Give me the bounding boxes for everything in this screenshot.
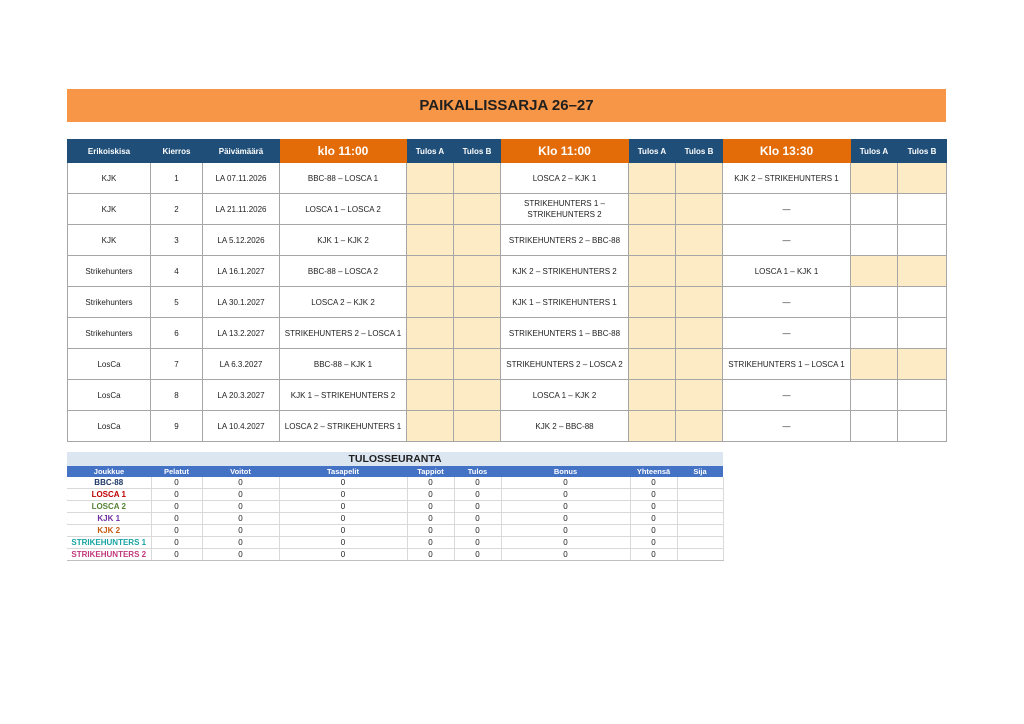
results-row xyxy=(67,489,723,501)
score-a-cell[interactable] xyxy=(851,287,898,318)
results-value-cell: 0 xyxy=(407,501,454,513)
header-tulos-b: Tulos B xyxy=(898,140,947,163)
match-cell-slot-2: STRIKEHUNTERS 2 – BBC-88 xyxy=(501,225,629,256)
match-cell-slot-2: STRIKEHUNTERS 1 – BBC-88 xyxy=(501,318,629,349)
results-header-2: Voitot xyxy=(202,466,279,477)
header-tulos-a: Tulos A xyxy=(629,140,676,163)
results-value-cell[interactable] xyxy=(677,537,723,549)
match-cell-slot-1: KJK 1 – STRIKEHUNTERS 2 xyxy=(280,380,407,411)
header-tulos-a: Tulos A xyxy=(851,140,898,163)
schedule-header-row xyxy=(68,140,947,163)
match-cell-slot-1: BBC-88 – LOSCA 2 xyxy=(280,256,407,287)
results-row xyxy=(67,525,723,537)
score-a-cell[interactable] xyxy=(629,318,676,349)
score-b-cell[interactable] xyxy=(454,163,501,194)
results-value-cell: 0 xyxy=(407,525,454,537)
score-a-cell[interactable] xyxy=(629,411,676,442)
score-a-cell[interactable] xyxy=(851,225,898,256)
date-cell: LA 21.11.2026 xyxy=(203,194,280,225)
date-cell: LA 16.1.2027 xyxy=(203,256,280,287)
score-a-cell[interactable] xyxy=(851,318,898,349)
match-cell-slot-3: — xyxy=(723,318,851,349)
score-b-cell[interactable] xyxy=(676,349,723,380)
erikoiskisa-cell: Strikehunters xyxy=(68,318,151,349)
results-value-cell: 0 xyxy=(202,477,279,489)
score-b-cell[interactable] xyxy=(676,256,723,287)
erikoiskisa-cell: KJK xyxy=(68,225,151,256)
header-slot-3: Klo 13:30 xyxy=(723,140,851,163)
match-cell-slot-3: — xyxy=(723,287,851,318)
erikoiskisa-cell: KJK xyxy=(68,163,151,194)
score-a-cell[interactable] xyxy=(407,349,454,380)
date-cell: LA 20.3.2027 xyxy=(203,380,280,411)
kierros-cell: 5 xyxy=(151,287,203,318)
results-header-6: Bonus xyxy=(501,466,630,477)
results-value-cell: 0 xyxy=(630,489,677,501)
team-name: LOSCA 1 xyxy=(67,489,151,501)
results-value-cell: 0 xyxy=(501,537,630,549)
kierros-cell: 4 xyxy=(151,256,203,287)
results-value-cell: 0 xyxy=(407,549,454,561)
score-a-cell[interactable] xyxy=(629,380,676,411)
kierros-cell: 1 xyxy=(151,163,203,194)
header-slot-2: Klo 11:00 xyxy=(501,140,629,163)
results-value-cell: 0 xyxy=(151,501,202,513)
schedule-row xyxy=(68,256,947,287)
results-value-cell: 0 xyxy=(454,477,501,489)
score-b-cell[interactable] xyxy=(676,163,723,194)
match-cell-slot-3: STRIKEHUNTERS 1 – LOSCA 1 xyxy=(723,349,851,380)
match-cell-slot-2: LOSCA 1 – KJK 2 xyxy=(501,380,629,411)
score-b-cell[interactable] xyxy=(898,225,947,256)
match-cell-slot-2: KJK 2 – STRIKEHUNTERS 2 xyxy=(501,256,629,287)
results-value-cell[interactable] xyxy=(677,501,723,513)
date-cell: LA 6.3.2027 xyxy=(203,349,280,380)
header-slot-1: klo 11:00 xyxy=(280,140,407,163)
erikoiskisa-cell: LosCa xyxy=(68,380,151,411)
score-b-cell[interactable] xyxy=(898,256,947,287)
team-name: KJK 2 xyxy=(67,525,151,537)
team-name: STRIKEHUNTERS 1 xyxy=(67,537,151,549)
results-value-cell: 0 xyxy=(501,489,630,501)
header-tulos-b: Tulos B xyxy=(454,140,501,163)
score-a-cell[interactable] xyxy=(851,194,898,225)
kierros-cell: 7 xyxy=(151,349,203,380)
team-name: KJK 1 xyxy=(67,513,151,525)
header-tulos-b: Tulos B xyxy=(676,140,723,163)
match-cell-slot-3: — xyxy=(723,411,851,442)
score-a-cell[interactable] xyxy=(629,287,676,318)
score-a-cell[interactable] xyxy=(407,163,454,194)
results-value-cell: 0 xyxy=(630,513,677,525)
schedule-table xyxy=(67,139,947,442)
team-name: BBC-88 xyxy=(67,477,151,489)
results-header-row xyxy=(67,466,723,477)
results-value-cell: 0 xyxy=(202,513,279,525)
schedule-row xyxy=(68,349,947,380)
score-b-cell[interactable] xyxy=(454,225,501,256)
schedule-row xyxy=(68,163,947,194)
score-b-cell[interactable] xyxy=(454,256,501,287)
score-b-cell[interactable] xyxy=(676,380,723,411)
score-b-cell[interactable] xyxy=(898,411,947,442)
results-row xyxy=(67,477,723,489)
score-a-cell[interactable] xyxy=(629,349,676,380)
results-title: TULOSSEURANTA xyxy=(67,452,723,466)
schedule-row xyxy=(68,411,947,442)
date-cell: LA 30.1.2027 xyxy=(203,287,280,318)
score-a-cell[interactable] xyxy=(851,256,898,287)
match-cell-slot-1: LOSCA 1 – LOSCA 2 xyxy=(280,194,407,225)
results-header-5: Tulos xyxy=(454,466,501,477)
results-value-cell: 0 xyxy=(279,549,407,561)
date-cell: LA 07.11.2026 xyxy=(203,163,280,194)
title-bar xyxy=(67,89,946,122)
header-paivamaara: Päivämäärä xyxy=(203,140,280,163)
results-value-cell: 0 xyxy=(279,525,407,537)
results-value-cell[interactable] xyxy=(677,477,723,489)
kierros-cell: 3 xyxy=(151,225,203,256)
score-b-cell[interactable] xyxy=(898,194,947,225)
score-b-cell[interactable] xyxy=(454,411,501,442)
match-cell-slot-2: KJK 2 – BBC-88 xyxy=(501,411,629,442)
score-b-cell[interactable] xyxy=(676,287,723,318)
results-value-cell: 0 xyxy=(630,537,677,549)
score-b-cell[interactable] xyxy=(898,287,947,318)
score-b-cell[interactable] xyxy=(454,380,501,411)
match-cell-slot-1: LOSCA 2 – STRIKEHUNTERS 1 xyxy=(280,411,407,442)
erikoiskisa-cell: Strikehunters xyxy=(68,256,151,287)
results-value-cell: 0 xyxy=(151,537,202,549)
results-value-cell: 0 xyxy=(202,525,279,537)
score-b-cell[interactable] xyxy=(454,194,501,225)
score-b-cell[interactable] xyxy=(454,287,501,318)
results-value-cell: 0 xyxy=(151,549,202,561)
kierros-cell: 9 xyxy=(151,411,203,442)
results-value-cell: 0 xyxy=(151,477,202,489)
date-cell: LA 5.12.2026 xyxy=(203,225,280,256)
results-value-cell: 0 xyxy=(501,513,630,525)
results-value-cell: 0 xyxy=(279,537,407,549)
match-cell-slot-1: STRIKEHUNTERS 2 – LOSCA 1 xyxy=(280,318,407,349)
score-b-cell[interactable] xyxy=(454,349,501,380)
score-b-cell[interactable] xyxy=(676,225,723,256)
match-cell-slot-2: STRIKEHUNTERS 2 – LOSCA 2 xyxy=(501,349,629,380)
results-header-1: Pelatut xyxy=(151,466,202,477)
score-b-cell[interactable] xyxy=(898,318,947,349)
match-cell-slot-3: — xyxy=(723,225,851,256)
score-b-cell[interactable] xyxy=(676,318,723,349)
results-value-cell: 0 xyxy=(151,489,202,501)
score-a-cell[interactable] xyxy=(851,411,898,442)
results-value-cell: 0 xyxy=(202,489,279,501)
match-cell-slot-2: STRIKEHUNTERS 1 – STRIKEHUNTERS 2 xyxy=(501,194,629,225)
schedule-row xyxy=(68,194,947,225)
header-erikoiskisa: Erikoiskisa xyxy=(68,140,151,163)
kierros-cell: 2 xyxy=(151,194,203,225)
results-value-cell: 0 xyxy=(202,501,279,513)
results-table xyxy=(67,452,724,561)
results-value-cell[interactable] xyxy=(677,549,723,561)
match-cell-slot-2: KJK 1 – STRIKEHUNTERS 1 xyxy=(501,287,629,318)
score-b-cell[interactable] xyxy=(454,318,501,349)
score-a-cell[interactable] xyxy=(629,194,676,225)
score-a-cell[interactable] xyxy=(407,256,454,287)
results-value-cell: 0 xyxy=(279,513,407,525)
schedule-row xyxy=(68,380,947,411)
results-value-cell: 0 xyxy=(202,549,279,561)
score-b-cell[interactable] xyxy=(898,380,947,411)
results-row xyxy=(67,549,723,561)
score-b-cell[interactable] xyxy=(898,349,947,380)
results-header-0: Joukkue xyxy=(67,466,151,477)
score-a-cell[interactable] xyxy=(851,349,898,380)
results-value-cell: 0 xyxy=(202,537,279,549)
schedule-row xyxy=(68,225,947,256)
results-value-cell: 0 xyxy=(630,549,677,561)
results-value-cell: 0 xyxy=(407,537,454,549)
header-tulos-a: Tulos A xyxy=(407,140,454,163)
results-row xyxy=(67,501,723,513)
results-value-cell: 0 xyxy=(501,549,630,561)
results-header-3: Tasapelit xyxy=(279,466,407,477)
score-b-cell[interactable] xyxy=(676,194,723,225)
page-title: PAIKALLISSARJA 26–27 xyxy=(419,97,594,114)
team-name: STRIKEHUNTERS 2 xyxy=(67,549,151,561)
results-value-cell: 0 xyxy=(630,477,677,489)
match-cell-slot-3: KJK 2 – STRIKEHUNTERS 1 xyxy=(723,163,851,194)
score-b-cell[interactable] xyxy=(676,411,723,442)
results-value-cell: 0 xyxy=(501,477,630,489)
match-cell-slot-3: — xyxy=(723,380,851,411)
results-value-cell: 0 xyxy=(501,501,630,513)
schedule-row xyxy=(68,287,947,318)
results-value-cell: 0 xyxy=(630,525,677,537)
results-header-8: Sija xyxy=(677,466,723,477)
results-value-cell: 0 xyxy=(454,501,501,513)
results-value-cell: 0 xyxy=(630,501,677,513)
results-value-cell: 0 xyxy=(151,525,202,537)
score-a-cell[interactable] xyxy=(407,225,454,256)
match-cell-slot-1: BBC-88 – KJK 1 xyxy=(280,349,407,380)
results-value-cell: 0 xyxy=(407,489,454,501)
results-value-cell[interactable] xyxy=(677,513,723,525)
erikoiskisa-cell: LosCa xyxy=(68,411,151,442)
results-value-cell: 0 xyxy=(407,477,454,489)
match-cell-slot-3: LOSCA 1 – KJK 1 xyxy=(723,256,851,287)
erikoiskisa-cell: Strikehunters xyxy=(68,287,151,318)
schedule-row xyxy=(68,318,947,349)
score-a-cell[interactable] xyxy=(407,287,454,318)
results-header-7: Yhteensä xyxy=(630,466,677,477)
results-value-cell: 0 xyxy=(454,525,501,537)
erikoiskisa-cell: LosCa xyxy=(68,349,151,380)
header-kierros: Kierros xyxy=(151,140,203,163)
results-value-cell: 0 xyxy=(407,513,454,525)
results-value-cell: 0 xyxy=(454,489,501,501)
score-a-cell[interactable] xyxy=(407,194,454,225)
results-value-cell: 0 xyxy=(501,525,630,537)
score-b-cell[interactable] xyxy=(898,163,947,194)
team-name: LOSCA 2 xyxy=(67,501,151,513)
results-header-4: Tappiot xyxy=(407,466,454,477)
match-cell-slot-2: LOSCA 2 – KJK 1 xyxy=(501,163,629,194)
kierros-cell: 8 xyxy=(151,380,203,411)
results-value-cell: 0 xyxy=(279,489,407,501)
results-value-cell: 0 xyxy=(279,501,407,513)
score-a-cell[interactable] xyxy=(851,163,898,194)
score-a-cell[interactable] xyxy=(407,318,454,349)
results-row xyxy=(67,513,723,525)
score-a-cell[interactable] xyxy=(851,380,898,411)
results-value-cell: 0 xyxy=(151,513,202,525)
match-cell-slot-1: KJK 1 – KJK 2 xyxy=(280,225,407,256)
score-a-cell[interactable] xyxy=(629,225,676,256)
date-cell: LA 10.4.2027 xyxy=(203,411,280,442)
date-cell: LA 13.2.2027 xyxy=(203,318,280,349)
match-cell-slot-1: LOSCA 2 – KJK 2 xyxy=(280,287,407,318)
results-value-cell: 0 xyxy=(454,549,501,561)
results-value-cell: 0 xyxy=(279,477,407,489)
results-value-cell: 0 xyxy=(454,537,501,549)
results-row xyxy=(67,537,723,549)
score-a-cell[interactable] xyxy=(407,411,454,442)
match-cell-slot-1: BBC-88 – LOSCA 1 xyxy=(280,163,407,194)
results-value-cell[interactable] xyxy=(677,525,723,537)
results-value-cell[interactable] xyxy=(677,489,723,501)
results-value-cell: 0 xyxy=(454,513,501,525)
erikoiskisa-cell: KJK xyxy=(68,194,151,225)
score-a-cell[interactable] xyxy=(629,256,676,287)
kierros-cell: 6 xyxy=(151,318,203,349)
score-a-cell[interactable] xyxy=(407,380,454,411)
score-a-cell[interactable] xyxy=(629,163,676,194)
match-cell-slot-3: — xyxy=(723,194,851,225)
